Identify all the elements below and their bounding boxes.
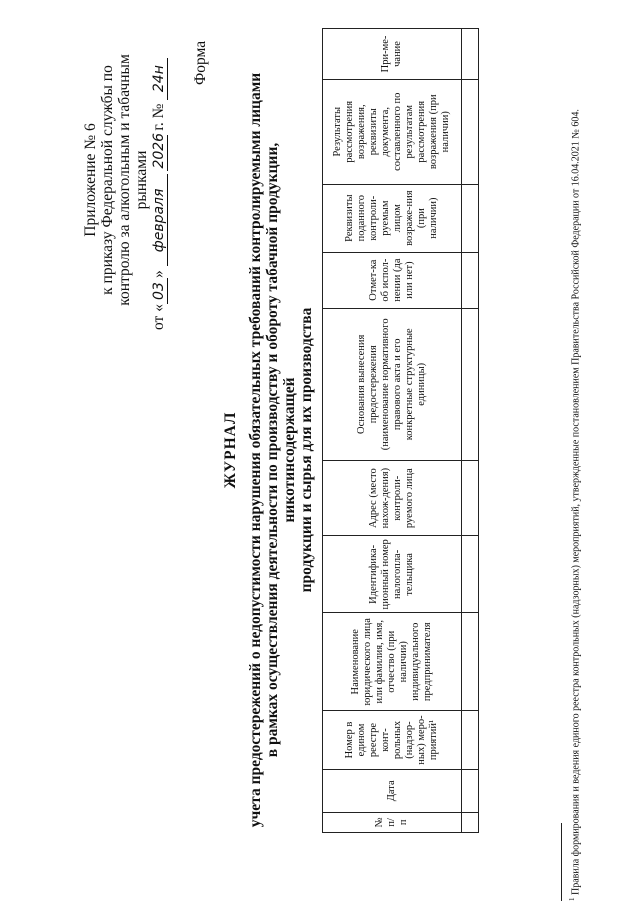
column-header: Номер в едином реестре конт-рольных (надзор-ных) меро-приятий¹ — [323, 711, 462, 770]
appendix-markets-line: рынками — [133, 150, 150, 210]
date-month-field — [151, 174, 168, 266]
column-header: № п/п — [323, 812, 462, 832]
column-header: Результаты рассмотрения возражения, реквизиты документа, составленного по результатам рассмотрения возражения (при наличии) — [323, 79, 462, 184]
column-header: Наименование юридического лица или фамилия, имя, отчество (при наличии) индивидуального предпринимателя — [323, 613, 462, 711]
table-cell — [462, 536, 479, 613]
footnote-separator — [561, 823, 562, 901]
table-cell — [462, 812, 479, 832]
column-header: Адрес (место нахож-дения) контроли-руемого лица — [323, 461, 462, 536]
date-day-field — [151, 278, 168, 304]
column-header: Дата — [323, 769, 462, 812]
table-cell — [462, 308, 479, 460]
column-header: Отмет-ка об испол-нении (да или нет) — [323, 252, 462, 308]
appendix-header — [82, 20, 168, 340]
column-header: Идентифика-ционный номер налогопла-тельщика — [323, 536, 462, 613]
table-cell — [462, 711, 479, 770]
date-month: февраля — [151, 188, 167, 253]
table-cell — [462, 461, 479, 536]
table-row — [462, 29, 479, 833]
table-cell — [462, 79, 479, 184]
order-number: 24н — [151, 65, 167, 93]
table-header-row — [323, 29, 462, 833]
journal-title — [222, 70, 315, 830]
table-cell — [462, 184, 479, 252]
table-cell — [462, 613, 479, 711]
journal-subtitle-line1: учета предостережений о недопустимости нарушения обязательных требований контролируемыми лицами — [247, 72, 264, 828]
date-suffix: г. № — [150, 103, 167, 131]
table-cell — [462, 252, 479, 308]
table-cell — [462, 769, 479, 812]
footnote — [566, 11, 582, 901]
column-header: При-ме-чание — [323, 29, 462, 80]
order-number-field — [151, 58, 168, 100]
date-year-field — [151, 132, 168, 171]
date-day: 03 — [151, 282, 167, 300]
form-label: Форма — [192, 40, 209, 85]
appendix-service-line: контролю за алкогольным и табачным — [116, 54, 133, 306]
journal-table — [322, 28, 479, 833]
table-cell — [462, 29, 479, 80]
footnote-marker: 1 — [568, 897, 576, 901]
column-header: Основания вынесения предостережения (наименование нормативного правового акта и его конкретные структурные единицы) — [323, 308, 462, 460]
date-year: 2026 — [151, 132, 167, 169]
appendix-number: Приложение № 6 — [82, 123, 99, 237]
journal-heading: ЖУРНАЛ — [222, 411, 239, 489]
journal-subtitle-line2: в рамках осуществления деятельности по производству и обороту табачной продукции, никотинсодержащей — [264, 142, 298, 758]
appendix-order-line: к приказу Федеральной службы по — [99, 65, 116, 295]
order-date-line — [150, 20, 168, 340]
date-prefix: от « — [150, 304, 167, 330]
date-mid: » — [150, 270, 167, 279]
column-header: Реквизиты поданного контроли-руемым лицом возраже-ния (при наличии) — [323, 184, 462, 252]
footnote-text: Правила формирования и ведения единого реестра контрольных (надзорных) мероприятий, утвержденные постановлением Правительства Российской Федерации от 16.04.2021 № 604. — [570, 109, 582, 895]
journal-subtitle-line3: продукции и сырья для их производства — [298, 307, 315, 593]
